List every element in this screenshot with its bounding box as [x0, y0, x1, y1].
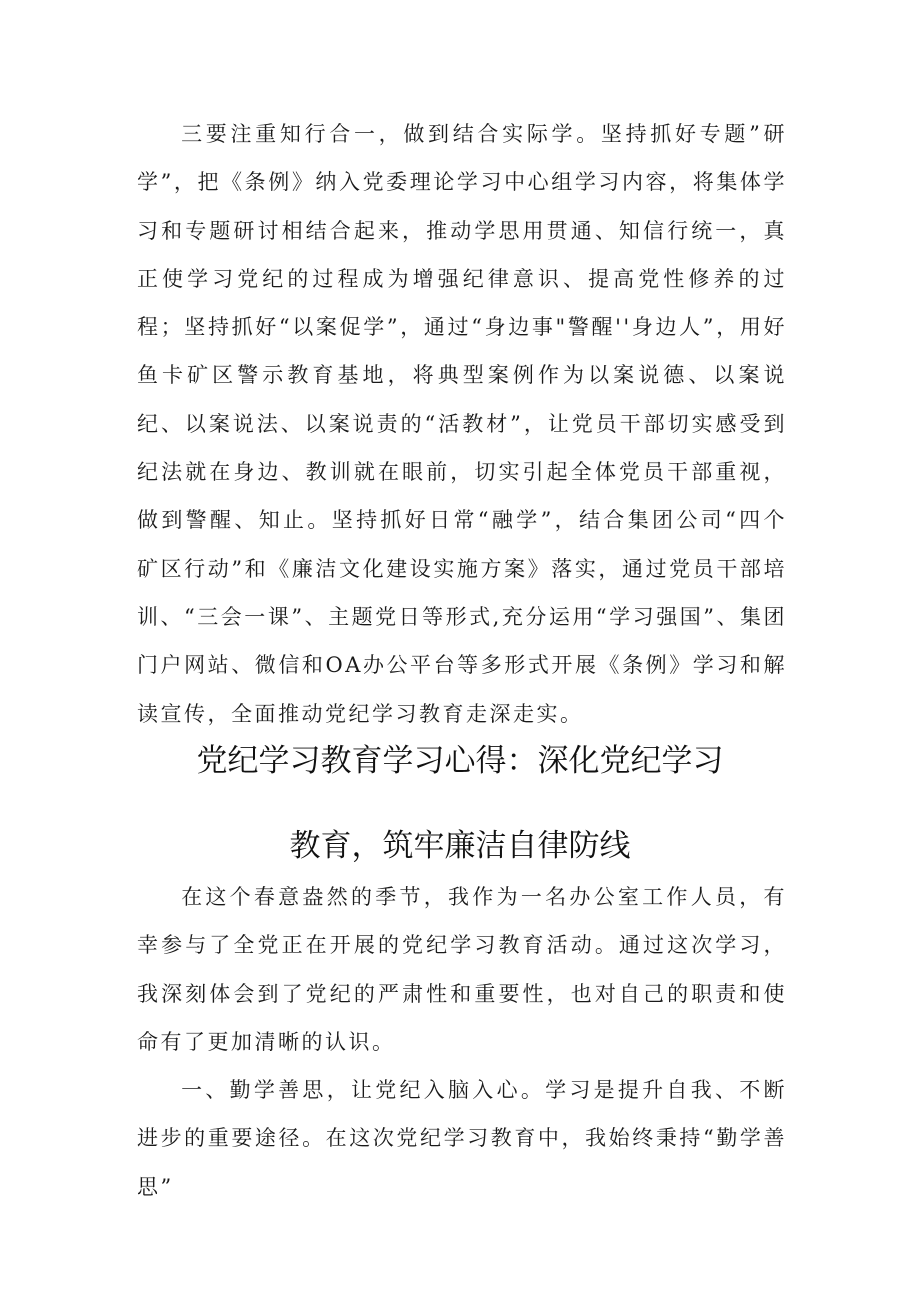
- section-title-line-2: 教育，筑牢廉洁自律防线: [289, 828, 631, 864]
- section-title-line-1: 党纪学习教育学习心得：深化党纪学习: [196, 743, 724, 779]
- body-paragraph: 一、勤学善思，让党纪入脑入心。学习是提升自我、不断进步的重要途径。在这次党纪学习教育中，我始终秉持“勤学善思”: [137, 1078, 787, 1199]
- body-paragraph: 三要注重知行合一，做到结合实际学。坚持抓好专题”研学”，把《条例》纳入党委理论学习中心组学习内容，将集体学习和专题研讨相结合起来，推动学思用贯通、知信行统一，真正使学习党纪的过程成为增强纪律意识、提高党性修养的过程；坚持抓好“以案促学”，通过“身边事"警醒''身边人”，用好鱼卡矿区警示教育基地，将典型案例作为以案说德、以案说纪、以案说法、以案说责的“活教材”，让党员干部切实感受到纪法就在身边、教训就在眼前，切实引起全体党员干部重视，做到警醒、知止。坚持抓好日常“融学”，结合集团公司“四个矿区行动”和《廉洁文化建设实施方案》落实，通过党员干部培训、“三会一课”、主题党日等形式,充分运用“学习强国”、集团门户网站、微信和OA办公平台等多形式开展《条例》学习和解读宣传，全面推动党纪学习教育走深走实。: [137, 122, 787, 726]
- body-paragraph: 在这个春意盎然的季节，我作为一名办公室工作人员，有幸参与了全党正在开展的党纪学习教育活动。通过这次学习，我深刻体会到了党纪的严肃性和重要性，也对自己的职责和使命有了更加清晰的认识。: [137, 885, 787, 1054]
